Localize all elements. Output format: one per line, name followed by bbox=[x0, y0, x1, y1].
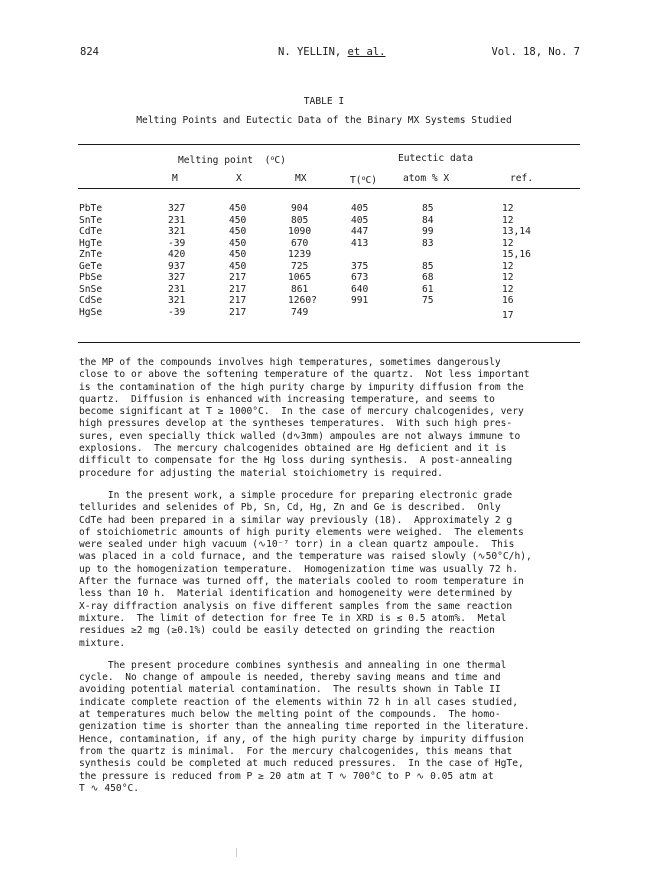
text-line: procedure for adjusting the material stoichiometry is required. bbox=[79, 467, 443, 479]
text-line: cycle. No change of ampoule is needed, thereby saving means and time and bbox=[79, 672, 501, 684]
cell-x: 217 bbox=[229, 283, 247, 295]
table-row bbox=[0, 284, 648, 295]
cell-atom: 75 bbox=[422, 295, 434, 306]
cell-ref: 16 bbox=[502, 295, 514, 306]
table-row bbox=[0, 215, 648, 226]
melting-point-label: Melting point bbox=[178, 155, 254, 166]
cell-ref: 12 bbox=[502, 283, 514, 295]
page-number: 824 bbox=[80, 46, 99, 58]
melting-unit-open: ( bbox=[264, 155, 271, 166]
cell-x: 217 bbox=[229, 272, 247, 283]
table-row bbox=[0, 295, 648, 306]
text-line: high pressures develop at the syntheses temperatures. With such high pres- bbox=[79, 418, 513, 430]
cell-ref: 12 bbox=[502, 203, 514, 214]
temp-sup: o bbox=[361, 174, 366, 182]
table-row bbox=[0, 238, 648, 249]
text-line: indicate complete reaction of the elements within 72 h in all cases studied, bbox=[79, 696, 518, 708]
table-row bbox=[0, 261, 648, 272]
cell-compound: CdSe bbox=[79, 295, 103, 306]
cell-ref: 13,14 bbox=[502, 226, 531, 237]
body-text bbox=[79, 357, 584, 795]
text-line: tellurides and selenides of Pb, Sn, Cd, Hg, Zn and Ge is described. Only bbox=[79, 502, 501, 514]
text-line: The present procedure combines synthesis and annealing in one thermal bbox=[79, 659, 507, 671]
table-header-rule bbox=[78, 188, 580, 189]
table-bottom-rule bbox=[78, 342, 580, 343]
header-col-temp bbox=[350, 173, 377, 186]
header-col-atom: atom % X bbox=[403, 173, 450, 184]
text-line: Hence, contamination, if any, of the high purity charge by impurity diffusion bbox=[79, 733, 524, 745]
text-line: mixture. bbox=[79, 637, 126, 649]
table-row bbox=[0, 226, 648, 237]
cell-m: 231 bbox=[168, 283, 186, 295]
cell-ref: 12 bbox=[502, 237, 514, 249]
cell-mx: 1065 bbox=[288, 272, 312, 283]
cell-compound: SnSe bbox=[79, 283, 103, 295]
melting-unit-sup: o bbox=[270, 154, 275, 162]
text-line: avoiding potential material contamination. The results shown in Table II bbox=[79, 684, 501, 696]
text-line: of stoichiometric amounts of high purity elements were weighed. The elements bbox=[79, 526, 524, 538]
text-line: quartz. Diffusion is enhanced with increasing temperature, and seems to bbox=[79, 393, 495, 405]
cell-x: 450 bbox=[229, 260, 247, 272]
cell-m: -39 bbox=[168, 307, 186, 318]
cell-mx: 725 bbox=[291, 260, 309, 272]
paragraph-1 bbox=[79, 357, 584, 480]
melting-unit-close: C) bbox=[274, 155, 286, 166]
cell-mx: 670 bbox=[291, 237, 309, 249]
temp-open: T( bbox=[350, 175, 362, 186]
table-top-rule bbox=[78, 144, 580, 145]
text-line: CdTe had been prepared in a similar way previously (18). Approximately 2 g bbox=[79, 514, 513, 526]
cell-atom: 83 bbox=[422, 237, 434, 249]
text-line: close to or above the softening temperature of the quartz. Not less important bbox=[79, 369, 530, 381]
header-melting-point bbox=[178, 153, 286, 166]
scan-mark bbox=[236, 848, 237, 857]
text-line: After the furnace was turned off, the materials cooled to room temperature in bbox=[79, 576, 524, 588]
cell-ref: 15,16 bbox=[502, 249, 531, 260]
cell-t: 991 bbox=[351, 295, 369, 306]
header-col-ref: ref. bbox=[510, 173, 534, 184]
cell-compound: GeTe bbox=[79, 260, 103, 272]
cell-x: 450 bbox=[229, 203, 247, 214]
text-line: were sealed under high vacuum (∿10⁻⁷ torr) in a clean quartz ampoule. This bbox=[79, 539, 515, 551]
cell-mx: 1239 bbox=[288, 249, 312, 260]
cell-compound: ZnTe bbox=[79, 249, 103, 260]
text-line: residues ≥2 mg (≥0.1%) could be easily detected on grinding the reaction bbox=[79, 625, 495, 637]
text-line: at temperatures much below the melting point of the compounds. The homo- bbox=[79, 709, 501, 721]
text-line: synthesis could be completed at much reduced pressures. In the case of HgTe, bbox=[79, 758, 524, 770]
cell-mx: 805 bbox=[291, 214, 309, 226]
cell-atom: 99 bbox=[422, 226, 434, 237]
text-line: difficult to compensate for the Hg loss during synthesis. A post-annealing bbox=[79, 455, 513, 467]
cell-m: 420 bbox=[168, 249, 186, 260]
running-authors bbox=[278, 46, 385, 58]
cell-x: 217 bbox=[229, 307, 247, 318]
text-line: less than 10 h. Material identification and homogeneity were determined by bbox=[79, 588, 513, 600]
cell-m: 327 bbox=[168, 272, 186, 283]
cell-t: 413 bbox=[351, 237, 369, 249]
et-al-text: et al. bbox=[347, 46, 386, 58]
running-header bbox=[80, 46, 580, 60]
cell-mx: 1260? bbox=[288, 295, 317, 306]
header-col-m: M bbox=[172, 173, 178, 184]
cell-ref: 12 bbox=[502, 272, 514, 283]
cell-t: 640 bbox=[351, 283, 369, 295]
text-line: from the quartz is minimal. For the mercury chalcogenides, this means that bbox=[79, 745, 513, 757]
cell-t: 447 bbox=[351, 226, 369, 237]
text-line: was placed in a cold furnace, and the temperature was raised slowly (∿50°C/h), bbox=[79, 551, 532, 563]
temp-close: C) bbox=[365, 175, 378, 186]
cell-compound: PbSe bbox=[79, 272, 103, 283]
cell-ref: 12 bbox=[502, 260, 514, 272]
text-line: genization time is shorter than the annealing time reported in the literature. bbox=[79, 721, 530, 733]
paragraph-gap bbox=[79, 480, 584, 490]
cell-ref: 12 bbox=[502, 214, 514, 226]
cell-t: 405 bbox=[351, 214, 369, 226]
cell-compound: HgTe bbox=[79, 237, 103, 249]
cell-m: 937 bbox=[168, 260, 186, 272]
text-line: the pressure is reduced from P ≥ 20 atm at T ∿ 700°C to P ∿ 0.05 atm at bbox=[79, 770, 494, 782]
table-row bbox=[0, 249, 648, 260]
cell-atom: 61 bbox=[422, 283, 434, 295]
cell-t: 673 bbox=[351, 272, 369, 283]
cell-ref: 17 bbox=[502, 310, 514, 321]
text-line: X-ray diffraction analysis on five different samples from the same reaction bbox=[79, 600, 513, 612]
cell-m: 321 bbox=[168, 226, 186, 237]
cell-compound: SnTe bbox=[79, 214, 103, 226]
cell-compound: PbTe bbox=[79, 203, 103, 214]
text-line: explosions. The mercury chalcogenides obtained are Hg deficient and it is bbox=[79, 443, 507, 455]
cell-t: 405 bbox=[351, 203, 369, 214]
text-line: sures, even specially thick walled (d∿3mm) ampoules are not always immune to bbox=[79, 430, 521, 442]
table-row bbox=[0, 272, 648, 283]
cell-m: -39 bbox=[168, 237, 186, 249]
paragraph-3 bbox=[79, 660, 584, 795]
table-label: TABLE I bbox=[303, 96, 345, 107]
cell-compound: CdTe bbox=[79, 226, 103, 237]
text-line: In the present work, a simple procedure for preparing electronic grade bbox=[79, 489, 513, 501]
cell-atom: 84 bbox=[422, 214, 434, 226]
text-line: become significant at T ≥ 1000°C. In the case of mercury chalcogenides, very bbox=[79, 406, 524, 418]
cell-atom: 85 bbox=[422, 260, 434, 272]
text-line: the MP of the compounds involves high temperatures, sometimes dangerously bbox=[79, 357, 501, 368]
table-row bbox=[0, 203, 648, 214]
authors-text: N. YELLIN, bbox=[278, 46, 348, 58]
volume-issue: Vol. 18, No. 7 bbox=[491, 46, 580, 58]
table-row bbox=[0, 307, 648, 321]
cell-x: 450 bbox=[229, 237, 247, 249]
cell-x: 450 bbox=[229, 214, 247, 226]
cell-atom: 68 bbox=[422, 272, 434, 283]
cell-x: 217 bbox=[229, 295, 247, 306]
cell-compound: HgSe bbox=[79, 307, 103, 318]
table-caption: Melting Points and Eutectic Data of the Binary MX Systems Studied bbox=[136, 115, 512, 126]
text-line: is the contamination of the high purity charge by impurity diffusion from the bbox=[79, 381, 524, 393]
text-line: up to the homogenization temperature. Homogenization time was usually 72 h. bbox=[79, 563, 518, 575]
header-col-x: X bbox=[236, 173, 242, 184]
header-eutectic-data: Eutectic data bbox=[398, 153, 474, 164]
text-line: T ∿ 450°C. bbox=[79, 782, 140, 794]
cell-mx: 749 bbox=[291, 307, 309, 318]
cell-atom: 85 bbox=[422, 203, 434, 214]
cell-t: 375 bbox=[351, 260, 369, 272]
cell-x: 450 bbox=[229, 249, 247, 260]
paragraph-gap bbox=[79, 650, 584, 660]
header-col-mx: MX bbox=[295, 173, 307, 184]
cell-m: 231 bbox=[168, 214, 186, 226]
cell-mx: 1090 bbox=[288, 226, 312, 237]
cell-m: 321 bbox=[168, 295, 186, 306]
cell-mx: 861 bbox=[291, 283, 309, 295]
cell-m: 327 bbox=[168, 203, 186, 214]
cell-x: 450 bbox=[229, 226, 247, 237]
text-line: mixture. The limit of detection for free Te in XRD is ≤ 0.5 atom%. Metal bbox=[79, 612, 507, 624]
paragraph-2 bbox=[79, 490, 584, 650]
cell-mx: 904 bbox=[291, 203, 309, 214]
